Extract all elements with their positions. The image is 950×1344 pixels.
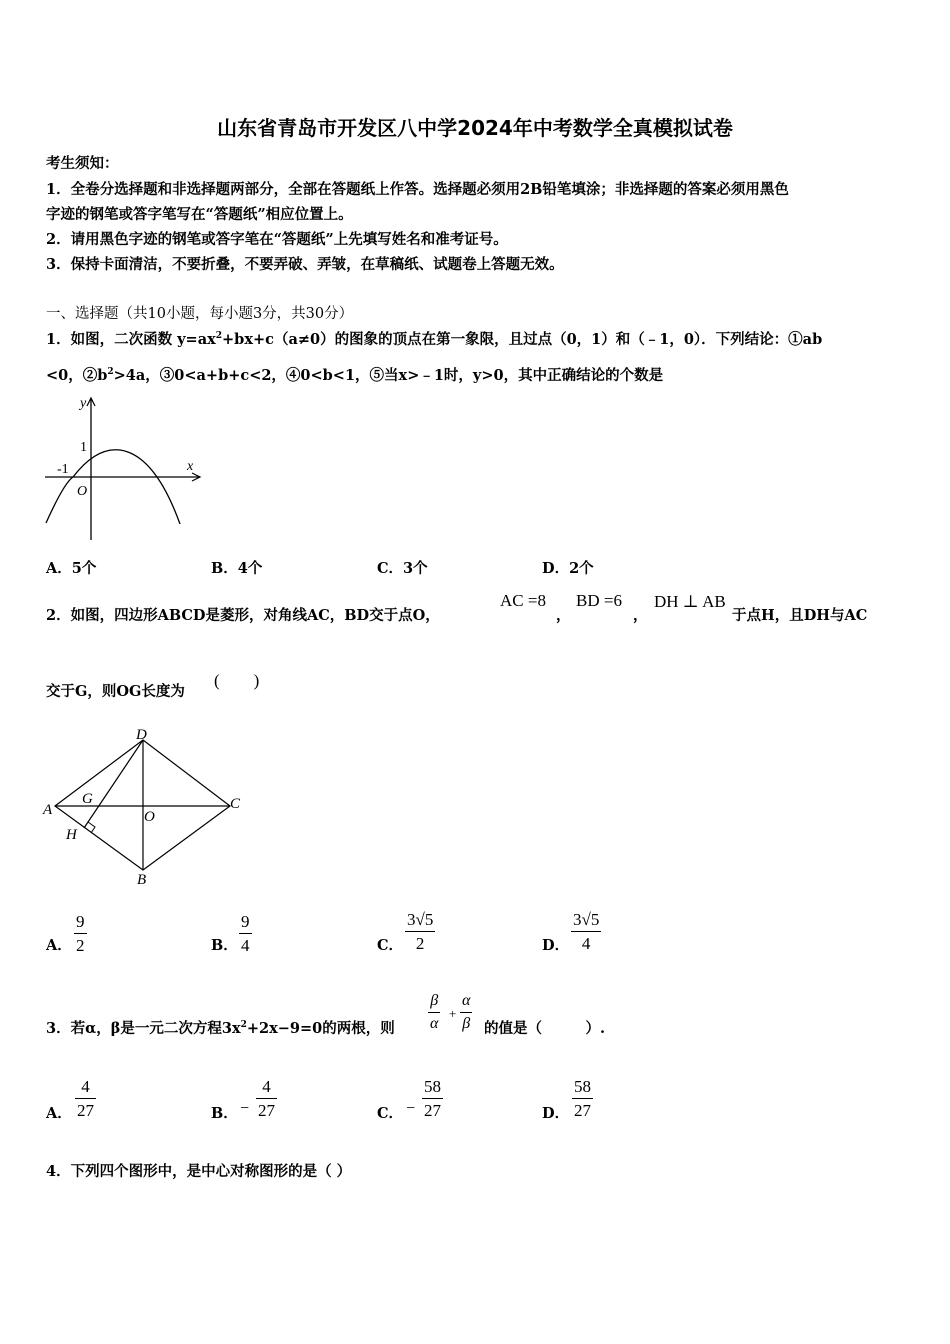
q2-option-c-letter[interactable]: C． [377, 937, 404, 954]
q1-option-c[interactable]: C．3个 [377, 560, 428, 577]
q3-a-num: 4 [81, 1077, 90, 1096]
q2-option-a-letter[interactable]: A． [46, 937, 72, 954]
q2-dh-expr: DH ⊥ AB [654, 592, 726, 611]
q2-option-a-fraction[interactable] [74, 913, 87, 954]
q1-option-d[interactable]: D．2个 [542, 560, 594, 577]
q1-line1-sup: 2 [215, 331, 223, 342]
q3-d2: β [462, 1015, 471, 1032]
q2-d-den: 4 [581, 934, 591, 953]
q2-option-b-fraction[interactable] [239, 913, 252, 954]
q1-parabola-graph [40, 395, 210, 545]
notice-line-2: 2．请用黑色字迹的钢笔或答字笔在“答题纸”上先填写姓名和准考证号。 [46, 231, 508, 248]
q1-option-b[interactable]: B．4个 [211, 560, 263, 577]
q2-a-num: 9 [76, 912, 85, 931]
label-o: O [144, 809, 155, 825]
q1-line-2 [46, 364, 663, 385]
y-axis-label: y [80, 396, 87, 411]
q3-n2: α [462, 992, 471, 1009]
q3-option-d-fraction[interactable] [572, 1078, 593, 1119]
q3-option-a-fraction[interactable] [75, 1078, 96, 1119]
q2-option-b-letter[interactable]: B． [211, 937, 238, 954]
q3-option-c-letter[interactable]: C． [377, 1105, 404, 1122]
q2-bd-expr: BD =6 [576, 591, 622, 610]
label-b: B [137, 872, 147, 888]
q1-line1-pre: 1．如图，二次函数 y=ax [46, 331, 216, 348]
q3-post: 的值是（ ）. [484, 1020, 606, 1037]
tick-neg-one-label: -1 [57, 462, 69, 477]
q3-option-c-sign: − [406, 1100, 416, 1117]
q2-ac-expr: AC =8 [500, 591, 546, 610]
q2-rhombus-figure [40, 722, 250, 892]
q1-line1-post: +bx+c（a≠0）的图象的顶点在第一象限，且过点（0，1）和（﹣1，0）．下列结论：①ab [222, 331, 823, 348]
notice-line-3: 3．保持卡面清洁，不要折叠，不要弄破、弄皱，在草稿纸、试题卷上答题无效。 [46, 256, 564, 273]
q2-d-num: 3√5 [573, 910, 600, 929]
label-g: G [82, 791, 93, 807]
q2-line-1-pre: 2．如图，四边形ABCD是菱形，对角线AC，BD交于点O， [46, 607, 440, 624]
q3-pre: 3．若α，β是一元二次方程3x [46, 1020, 241, 1037]
label-h: H [66, 827, 77, 843]
label-d: D [136, 727, 147, 743]
page-title: 山东省青岛市开发区八中学2024年中考数学全真模拟试卷 [217, 116, 733, 140]
q3-option-c-fraction[interactable] [422, 1078, 443, 1119]
origin-label: O [77, 484, 88, 499]
q3-expr-frac-1 [428, 993, 440, 1032]
q3-c-den: 27 [424, 1101, 441, 1120]
q2-sep-1: ， [556, 607, 571, 624]
q3-a-den: 27 [77, 1101, 94, 1120]
q4-text: 4．下列四个图形中，是中心对称图形的是（ ） [46, 1163, 352, 1180]
q2-c-den: 2 [415, 934, 425, 953]
q3-expr-frac-2 [460, 993, 472, 1032]
q3-b-den: 27 [258, 1101, 275, 1120]
q2-c-num: 3√5 [407, 910, 434, 929]
q1-line2-post: >4a，③0<a+b+c<2，④0<b<1，⑤当x>﹣1时，y>0，其中正确结论的个数是 [113, 367, 664, 384]
q3-d1: α [430, 1015, 439, 1032]
label-c: C [230, 796, 241, 812]
q2-line-1-post: 于点H，且DH与AC [732, 607, 868, 624]
q3-option-b-fraction[interactable] [256, 1078, 277, 1119]
q2-option-c-fraction[interactable] [405, 911, 435, 952]
q3-b-num: 4 [262, 1077, 271, 1096]
parabola-curve [46, 450, 180, 524]
q3-d-den: 27 [574, 1101, 591, 1120]
q3-text [46, 1017, 395, 1038]
section-heading: 一、选择题（共10小题，每小题3分，共30分） [46, 306, 354, 322]
q2-answer-paren: ( ) [214, 671, 260, 690]
q2-b-num: 9 [241, 912, 250, 931]
x-axis-label: x [187, 459, 194, 474]
notice-line-1b: 字迹的钢笔或答字笔写在“答题纸”相应位置上。 [46, 206, 353, 223]
q1-line2-sup: 2 [107, 367, 114, 378]
q2-b-den: 4 [241, 936, 250, 955]
q2-line-2: 交于G，则OG长度为 [46, 683, 185, 700]
q1-line2-pre: <0，②b [46, 367, 108, 384]
q2-option-d-fraction[interactable] [571, 911, 601, 952]
q3-option-a-letter[interactable]: A． [46, 1105, 72, 1122]
q3-option-b-sign: − [240, 1100, 250, 1117]
q3-c-num: 58 [424, 1077, 441, 1096]
q1-option-a[interactable]: A．5个 [46, 560, 97, 577]
q3-option-b-letter[interactable]: B． [211, 1105, 238, 1122]
tick-one-label: 1 [80, 440, 87, 455]
segment-dh [84, 740, 143, 828]
q3-expr-plus: + [449, 1006, 457, 1021]
q3-mid: +2x−9=0的两根，则 [246, 1020, 395, 1037]
q3-n1: β [430, 992, 439, 1009]
q1-line-1 [46, 328, 822, 349]
q3-option-d-letter[interactable]: D． [542, 1105, 570, 1122]
q2-option-d-letter[interactable]: D． [542, 937, 570, 954]
notice-line-1a: 1．全卷分选择题和非选择题两部分，全部在答题纸上作答。选择题必须用2B铅笔填涂；非选择题的答案必须用黑色 [46, 181, 789, 198]
q2-a-den: 2 [76, 936, 85, 955]
notice-heading: 考生须知： [46, 155, 119, 172]
q2-sep-2: ， [633, 607, 648, 624]
q3-d-num: 58 [574, 1077, 591, 1096]
q3-sup: 2 [240, 1020, 247, 1031]
label-a: A [43, 802, 53, 818]
